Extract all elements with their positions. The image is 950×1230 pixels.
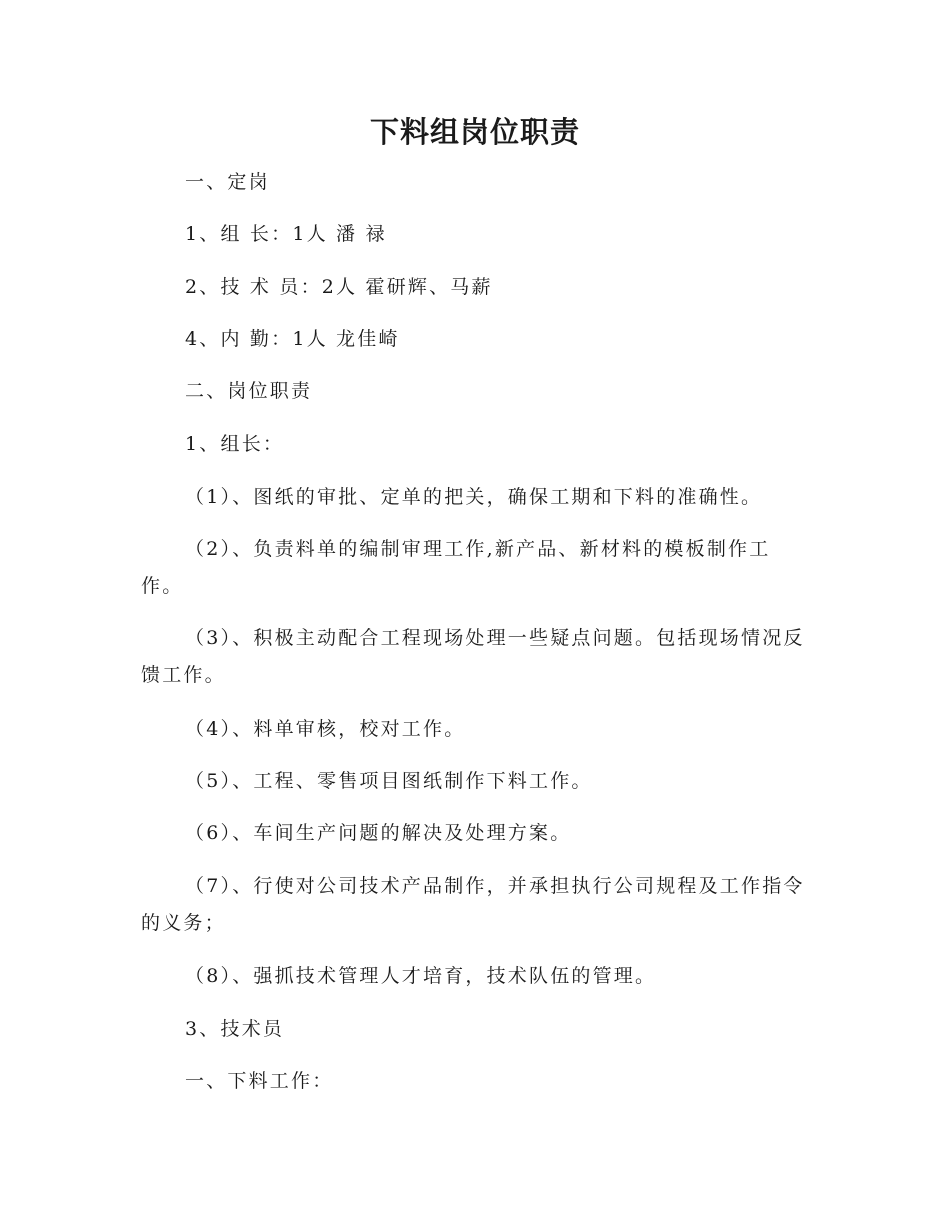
duty-item-5: （5）、工程、零售项目图纸制作下料工作。 bbox=[185, 770, 593, 792]
position-group-leader: 1、组 长：1人 潘 禄 bbox=[185, 223, 387, 245]
technician-task-heading: 一、下料工作： bbox=[185, 1070, 334, 1092]
duty-item-2: （2）、负责料单的编制审理工作,新产品、新材料的模板制作工作。 bbox=[141, 538, 771, 597]
duty-item-1: （1）、图纸的审批、定单的把关，确保工期和下料的准确性。 bbox=[185, 486, 763, 508]
position-technicians: 2、技 术 员：2人 霍研辉、马薪 bbox=[185, 276, 493, 298]
section-heading-duties: 二、岗位职责 bbox=[185, 380, 313, 402]
duty-item-3: （3）、积极主动配合工程现场处理一些疑点问题。包括现场情况反馈工作。 bbox=[141, 627, 805, 686]
duty-item-6: （6）、车间生产问题的解决及处理方案。 bbox=[185, 822, 572, 844]
section-heading-positions: 一、定岗 bbox=[185, 171, 270, 193]
position-office-clerk: 4、内 勤：1人 龙佳崎 bbox=[185, 328, 400, 350]
duty-item-7: （7）、行使对公司技术产品制作，并承担执行公司规程及工作指令的义务； bbox=[141, 875, 805, 934]
document-title: 下料组岗位职责 bbox=[369, 115, 580, 149]
duty-item-8: （8）、强抓技术管理人才培育，技术队伍的管理。 bbox=[185, 965, 657, 987]
subsection-group-leader: 1、组长： bbox=[185, 433, 285, 455]
duty-item-4: （4）、料单审核，校对工作。 bbox=[185, 718, 466, 740]
subsection-technician: 3、技术员 bbox=[185, 1018, 285, 1040]
